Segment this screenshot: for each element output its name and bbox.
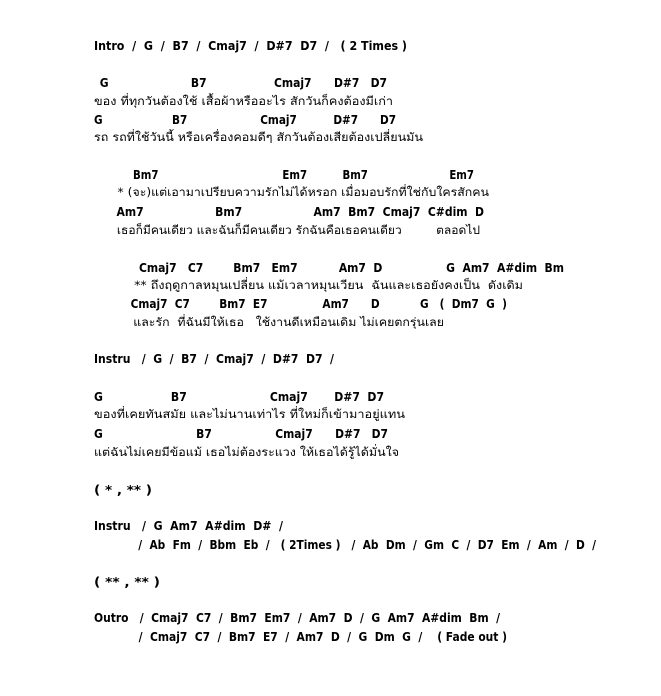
lyric-line: ** ถึงฤดูกาลหมุนเปลี่ยน แม้เวลาหมุนเวียน ฉันและเธอยังคงเป็น ดังเดิม [94, 278, 523, 292]
lyric-line: แต่ฉันไม่เคยมีข้อแม้ เธอไม่ต้องระแวง ให้เธอได้รู้ได้มั่นใจ [94, 445, 399, 459]
chord-line: Instru / G Am7 A#dim D# / [94, 518, 283, 533]
chord-line: Instru / G / B7 / Cmaj7 / D#7 D7 / [94, 351, 334, 366]
chord-line: / Cmaj7 C7 / Bm7 E7 / Am7 D / G Dm G / ( Fade out ) [94, 629, 507, 644]
chord-line: ( ** , ** ) [94, 574, 160, 589]
chord-line: Cmaj7 C7 Bm7 E7 Am7 D G ( Dm7 G ) [94, 296, 507, 311]
chord-line: Outro / Cmaj7 C7 / Bm7 Em7 / Am7 D / G Am7 A#dim Bm / [94, 610, 500, 625]
lyric-line: ของ ที่ทุกวันต้องใช้ เสื้อผ้าหรืออะไร สักวันก็คงต้องมีเก่า [94, 94, 393, 108]
chord-line: G B7 Cmaj7 D#7 D7 [94, 426, 388, 441]
lyric-line: ของที่เคยทันสมัย และไม่นานเท่าไร ที่ใหม่ก็เข้ามาอยู่แทน [94, 407, 405, 421]
lyric-line: และรัก ที่ฉันมีให้เธอ ใช้งานดีเหมือนเดิม ไม่เคยตกรุ่นเลย [94, 315, 444, 329]
chord-line: G B7 Cmaj7 D#7 D7 [94, 112, 396, 127]
chord-line: Intro / G / B7 / Cmaj7 / D#7 D7 / ( 2 Times ) [94, 38, 407, 53]
chord-line: Bm7 Em7 Bm7 Em7 [94, 167, 474, 182]
lyric-line: เธอก็มีคนเดียว และฉันก็มีคนเดียว รักฉันคือเธอคนเดียว ตลอดไป [94, 223, 480, 237]
chord-line: G B7 Cmaj7 D#7 D7 [96, 75, 387, 90]
lyric-line: รถ รถที่ใช้วันนี้ หรือเครื่องคอมดีๆ สักวันต้องเสียต้องเปลี่ยนมัน [94, 130, 423, 144]
lyric-line: * (จะ)แต่เอามาเปรียบความรักไม่ได้หรอก เมื่อมอบรักที่ใช่กับใครสักคน [94, 185, 490, 199]
chord-line: Cmaj7 C7 Bm7 Em7 Am7 D G Am7 A#dim Bm [94, 260, 564, 275]
chord-line: / Ab Fm / Bbm Eb / ( 2Times ) / Ab Dm / Gm C / D7 Em / Am / D / [94, 537, 596, 552]
chord-line: G B7 Cmaj7 D#7 D7 [94, 389, 384, 404]
chord-line: ( * , ** ) [94, 482, 152, 497]
chord-line: Am7 Bm7 Am7 Bm7 Cmaj7 C#dim D [94, 204, 484, 219]
